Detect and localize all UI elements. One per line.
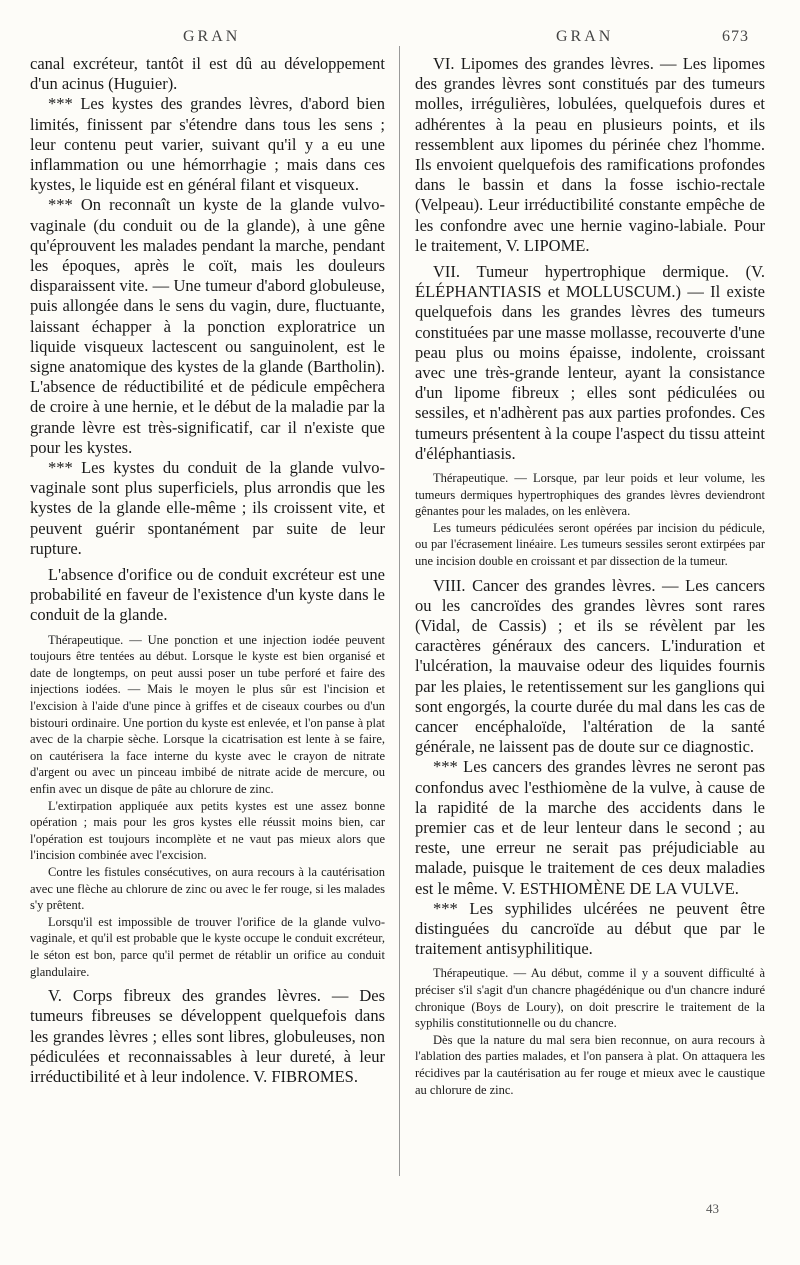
right-column [415, 54, 765, 1098]
paragraph: canal excréteur, tantôt il est dû au développement d'un acinus (Huguier). [30, 54, 385, 94]
signature-mark: 43 [706, 1201, 719, 1216]
section-heading-paragraph: VI. Lipomes des grandes lèvres. — Les lipomes des grandes lèvres sont constitués par des tumeurs molles, irrégulières, lobulées, quelquefois dures et adhérentes à la peau en plusieurs points, et ils ressemblent aux lipomes du périnée chez l'homme. Ils envoient quelquefois des ramifications profondes dans le bassin et dans la fosse ischio-rectale (Velpeau). Leur irréductibilité constante empêche de les confondre avec une hernie vagino-labiale. Pour le traitement, V. LIPOME. [415, 54, 765, 255]
paragraph: Contre les fistules consécutives, on aura recours à la cautérisation avec une flèche au chlorure de zinc ou avec le fer rouge, si les malades s'y prêtent. [30, 865, 385, 913]
paragraph: *** Les kystes du conduit de la glande vulvo-vaginale sont plus superficiels, plus arrondis que les kystes de la glande elle-même ; ils croissent vite, et peuvent guérir spontanément par suite de leur rupture. [30, 458, 385, 558]
therapeutics-paragraph: Thérapeutique. — Une ponction et une injection iodée peuvent toujours être tentées au début. Lorsque le kyste est bien organisé et date de longtemps, on peut aussi poser un tube perforé et faire des injections iodées. — Mais le moyen le plus sûr est l'incision et l'excision à l'aide d'une pince à griffes et de ciseaux courbes ou d'un bistouri ordinaire. Une portion du kyste est enlevée, et l'on panse à plat avec de la charpie sèche. Lorsque la cicatrisation est lente à se faire, on cautérisera la face interne du kyste avec le crayon de nitrate d'argent ou avec un pinceau imbibé de nitrate acide de mercure, ou enfin avec un disque de pâte au chlorure de zinc. [30, 632, 385, 797]
paragraph: L'absence d'orifice ou de conduit excréteur est une probabilité en faveur de l'existence d'un kyste dans le conduit de la glande. [30, 565, 385, 625]
page-number: 673 [722, 28, 749, 45]
section-heading-paragraph: VII. Tumeur hypertrophique dermique. (V. ÉLÉPHANTIASIS et MOLLUSCUM.) — Il existe quelquefois dans les grandes lèvres des tumeurs constituées par une masse mollasse, recouverte d'une peau plus ou moins épaisse, indolente, croissant avec une très-grande lenteur, ayant la consistance d'un lipome fibreux ; elles sont pédiculées ou sessiles, et n'adhèrent pas aux parties profondes. Ces tumeurs présentent à la coupe l'aspect du tissu atteint d'éléphantiasis. [415, 262, 765, 463]
paragraph: L'extirpation appliquée aux petits kystes est une assez bonne opération ; mais pour les gros kystes elle réussit moins bien, car l'opération est toujours incomplète et ne vaut pas mieux alors que l'incision combinée avec l'excision. [30, 798, 385, 863]
running-head-center: GRAN [556, 28, 614, 45]
paragraph: *** On reconnaît un kyste de la glande vulvo-vaginale (du conduit ou de la glande), à une gêne qu'éprouvent les malades pendant la marche, pendant les époques, après le coït, mais les douleurs disparaissent vite. — Une tumeur d'abord globuleuse, puis allongée dans le sens du vagin, dure, fluctuante, laissant échapper à la ponction exploratrice un liquide visqueux lactescent ou sanguinolent, est le signe anatomique des kystes de la glande (Bartholin). L'absence de réductibilité et de pédicule empêchera de croire à une hernie, et le début de la maladie par la grande lèvre est très-significatif, car il n'existe que pour les kystes. [30, 195, 385, 457]
paragraph: *** Les kystes des grandes lèvres, d'abord bien limités, finissent par s'étendre dans tous les sens ; leur contenu peut varier, suivant qu'il y a eu une inflammation ou une hémorrhagie ; mais dans ces kystes, le liquide est en général filant et visqueux. [30, 94, 385, 195]
running-head-left: GRAN [183, 28, 241, 45]
left-column [30, 54, 385, 1087]
paragraph: *** Les syphilides ulcérées ne peuvent être distinguées du cancroïde au début que par le traitement antisyphilitique. [415, 898, 765, 959]
column-divider [399, 46, 400, 1176]
section-heading-paragraph: V. Corps fibreux des grandes lèvres. — Des tumeurs fibreuses se développent quelquefois dans les grandes lèvres ; elles sont libres, globuleuses, non pédiculées et reconnaissables à leur dureté, à leur irréductibilité et à leur indolence. V. FIBROMES. [30, 986, 385, 1086]
paragraph: Lorsqu'il est impossible de trouver l'orifice de la glande vulvo-vaginale, et qu'il est probable que le kyste occupe le conduit excréteur, le séton est bon, parce qu'il permet de rétablir un orifice au conduit glandulaire. [30, 914, 385, 979]
paragraph: Dès que la nature du mal sera bien reconnue, on aura recours à l'ablation des parties malades, et l'on pansera à plat. On attaquera les récidives par la cautérisation au fer rouge et mieux avec le caustique au chlorure de zinc. [415, 1032, 765, 1097]
therapeutics-paragraph: Thérapeutique. — Au début, comme il y a souvent difficulté à préciser s'il s'agit d'un chancre phagédénique ou d'un chancre induré chronique (Boys de Loury), on doit prescrire le traitement de la syphilis constitutionnelle ou du chancre. [415, 966, 765, 1031]
therapeutics-paragraph: Thérapeutique. — Lorsque, par leur poids et leur volume, les tumeurs dermiques hypertrophiques des grandes lèvres deviendront gênantes pour les malades, on les enlèvera. [415, 471, 765, 519]
section-heading-paragraph: VIII. Cancer des grandes lèvres. — Les cancers ou les cancroïdes des grandes lèvres sont rares (Vidal, de Cassis) ; et ils se révèlent par les caractères généraux des cancers. L'induration et l'ulcération, la mauvaise odeur des liquides fournis par les plaies, le retentissement sur les ganglions qui sont engorgés, la courte durée du mal dans les cas de cancer encéphaloïde, l'altération de la santé générale, ne laissent pas de doute sur ce diagnostic. [415, 575, 765, 757]
paragraph: *** Les cancers des grandes lèvres ne seront pas confondus avec l'esthiomène de la vulve, à cause de la rapidité de la marche des accidents dans le premier cas et de leur lenteur dans le second ; au reste, une erreur ne serait pas préjudiciable au malade, puisque le traitement de ces deux maladies est le même. V. ESTHIOMÈNE DE LA VULVE. [415, 757, 765, 898]
paragraph: Les tumeurs pédiculées seront opérées par incision du pédicule, ou par l'écrasement linéaire. Les tumeurs sessiles seront extirpées par une incision double en croissant et par dissection de la tumeur. [415, 520, 765, 569]
